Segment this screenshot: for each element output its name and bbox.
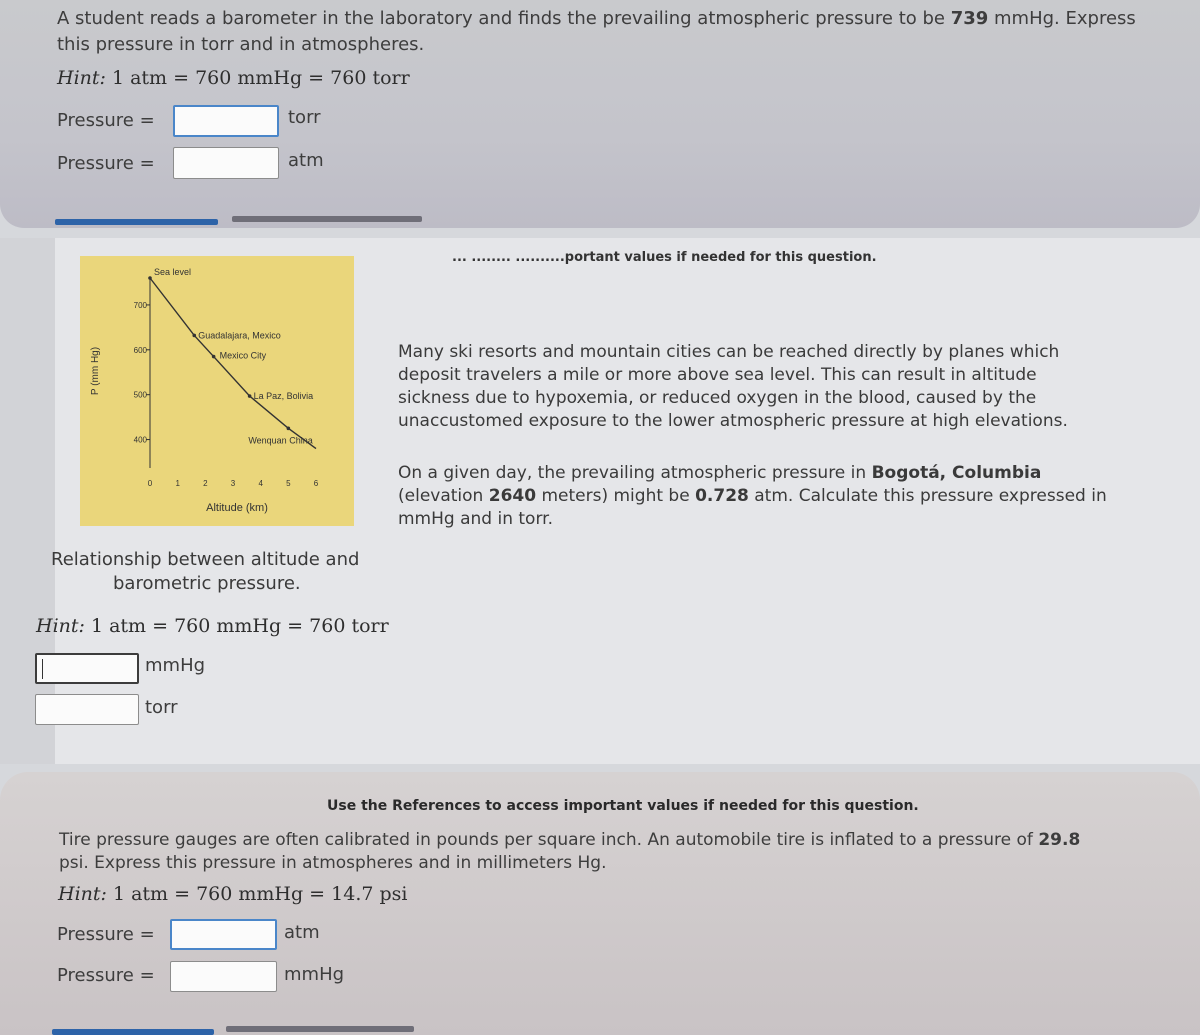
side-strip xyxy=(0,238,55,764)
data-point xyxy=(148,276,152,280)
q2-hint-label: Hint: xyxy=(36,615,85,637)
y-tick-label: 600 xyxy=(133,345,147,355)
x-axis-title: Altitude (km) xyxy=(206,502,268,514)
retry-bar[interactable] xyxy=(232,216,422,222)
q2-para1-line2: deposit travelers a mile or more above sea level. This can result in altitude xyxy=(398,365,1037,385)
q2-para2-text: On a given day, the prevailing atmospheric pressure in xyxy=(398,463,872,483)
y-axis-title: P (mm Hg) xyxy=(90,346,101,396)
location-label: Guadalajara, Mexico xyxy=(198,330,281,341)
q1-torr-input[interactable] xyxy=(173,105,279,137)
q3-row1-unit: atm xyxy=(284,922,320,943)
retry-bar-3[interactable] xyxy=(226,1026,414,1032)
chart-svg xyxy=(80,256,354,526)
q2-torr-input[interactable] xyxy=(35,694,139,725)
q1-row2-label: Pressure = xyxy=(57,153,155,174)
x-tick-label: 2 xyxy=(203,479,208,488)
q3-hint-text: 1 atm = 760 mmHg = 14.7 psi xyxy=(112,883,408,905)
location-label: Wenquan China xyxy=(248,435,313,446)
location-label: La Paz, Bolivia xyxy=(253,391,314,402)
altitude-pressure-chart xyxy=(80,256,354,526)
q1-prompt-text-end: mmHg. Express xyxy=(988,8,1136,29)
chart-caption-line2: barometric pressure. xyxy=(113,573,301,594)
x-tick-label: 3 xyxy=(230,479,236,488)
x-tick-label: 4 xyxy=(258,479,263,488)
x-tick-label: 1 xyxy=(175,479,180,488)
q2-hint xyxy=(36,615,389,637)
pressure-curve xyxy=(150,278,316,449)
q2-para2-text: (elevation xyxy=(398,486,489,506)
q2-hint-text: 1 atm = 760 mmHg = 760 torr xyxy=(90,615,389,637)
q2-para1-line4: unaccustomed exposure to the lower atmospheric pressure at high elevations. xyxy=(398,411,1068,431)
y-tick-label: 500 xyxy=(133,390,147,400)
data-point xyxy=(248,394,252,398)
q3-value: 29.8 xyxy=(1038,830,1081,850)
q2-para1-line1: Many ski resorts and mountain cities can be reached directly by planes which xyxy=(398,342,1060,362)
q2-row1-unit: mmHg xyxy=(145,655,206,676)
q2-para2-line3: mmHg and in torr. xyxy=(398,509,553,529)
q2-atm-value: 0.728 xyxy=(695,486,749,506)
q1-hint-text: 1 atm = 760 mmHg = 760 torr xyxy=(111,67,410,89)
q1-hint-label: Hint: xyxy=(57,67,106,89)
location-label: Sea level xyxy=(154,267,192,277)
q2-mmhg-input[interactable] xyxy=(35,653,139,684)
q2-references-header: ... ........ ..........portant values if needed for this question. xyxy=(452,250,877,265)
q3-row1-label: Pressure = xyxy=(57,924,155,945)
q1-row1-label: Pressure = xyxy=(57,110,155,131)
q3-hint-label: Hint: xyxy=(58,883,107,905)
data-point xyxy=(212,355,216,359)
x-tick-label: 5 xyxy=(286,479,291,488)
q2-city: Bogotá, Columbia xyxy=(871,463,1042,483)
q3-row2-unit: mmHg xyxy=(284,964,345,985)
q1-row1-unit: torr xyxy=(288,107,321,128)
location-label: Mexico City xyxy=(219,350,267,361)
q2-paragraph-1 xyxy=(398,341,1068,433)
q3-row2-label: Pressure = xyxy=(57,965,155,986)
y-tick-label: 700 xyxy=(133,300,147,310)
q3-prompt-line1 xyxy=(59,829,1080,852)
q2-para2-line2 xyxy=(398,485,1107,508)
x-tick-label: 0 xyxy=(147,479,153,488)
q3-prompt-line2: psi. Express this pressure in atmospheres and in millimeters Hg. xyxy=(59,853,607,873)
y-tick-label: 400 xyxy=(133,435,147,445)
q1-prompt-line1 xyxy=(57,7,1136,30)
q1-value: 739 xyxy=(950,8,989,29)
q1-row2-unit: atm xyxy=(288,150,324,171)
q2-para2-line1 xyxy=(398,462,1107,485)
q3-mmhg-input[interactable] xyxy=(170,961,277,992)
chart-caption-line1: Relationship between altitude and xyxy=(51,549,360,570)
q3-prompt-text: Tire pressure gauges are often calibrated in pounds per square inch. An automobile tire is inflated to a pressure of xyxy=(59,830,1039,850)
submit-bar[interactable] xyxy=(55,219,218,225)
x-tick-label: 6 xyxy=(313,479,319,488)
q3-hint xyxy=(58,883,407,905)
q2-para2-text: atm. Calculate this pressure expressed in xyxy=(748,486,1107,506)
text-cursor xyxy=(42,659,43,679)
q1-hint xyxy=(57,67,410,89)
q3-atm-input[interactable] xyxy=(170,919,277,950)
data-point xyxy=(287,427,291,431)
data-point xyxy=(192,334,196,338)
q2-para1-line3: sickness due to hypoxemia, or reduced oxygen in the blood, caused by the xyxy=(398,388,1037,408)
submit-bar-3[interactable] xyxy=(52,1029,214,1035)
q1-prompt-text: A student reads a barometer in the laboratory and finds the prevailing atmospheric pressure to be xyxy=(57,8,951,29)
q1-atm-input[interactable] xyxy=(173,147,279,179)
q2-row2-unit: torr xyxy=(145,697,178,718)
q2-elevation-value: 2640 xyxy=(488,486,537,506)
question-1-panel xyxy=(0,0,1200,228)
q1-prompt-line2: this pressure in torr and in atmospheres. xyxy=(57,34,425,55)
q3-references-header: Use the References to access important values if needed for this question. xyxy=(327,798,919,814)
q2-para2-text: meters) might be xyxy=(536,486,696,506)
q2-paragraph-2 xyxy=(398,462,1107,531)
